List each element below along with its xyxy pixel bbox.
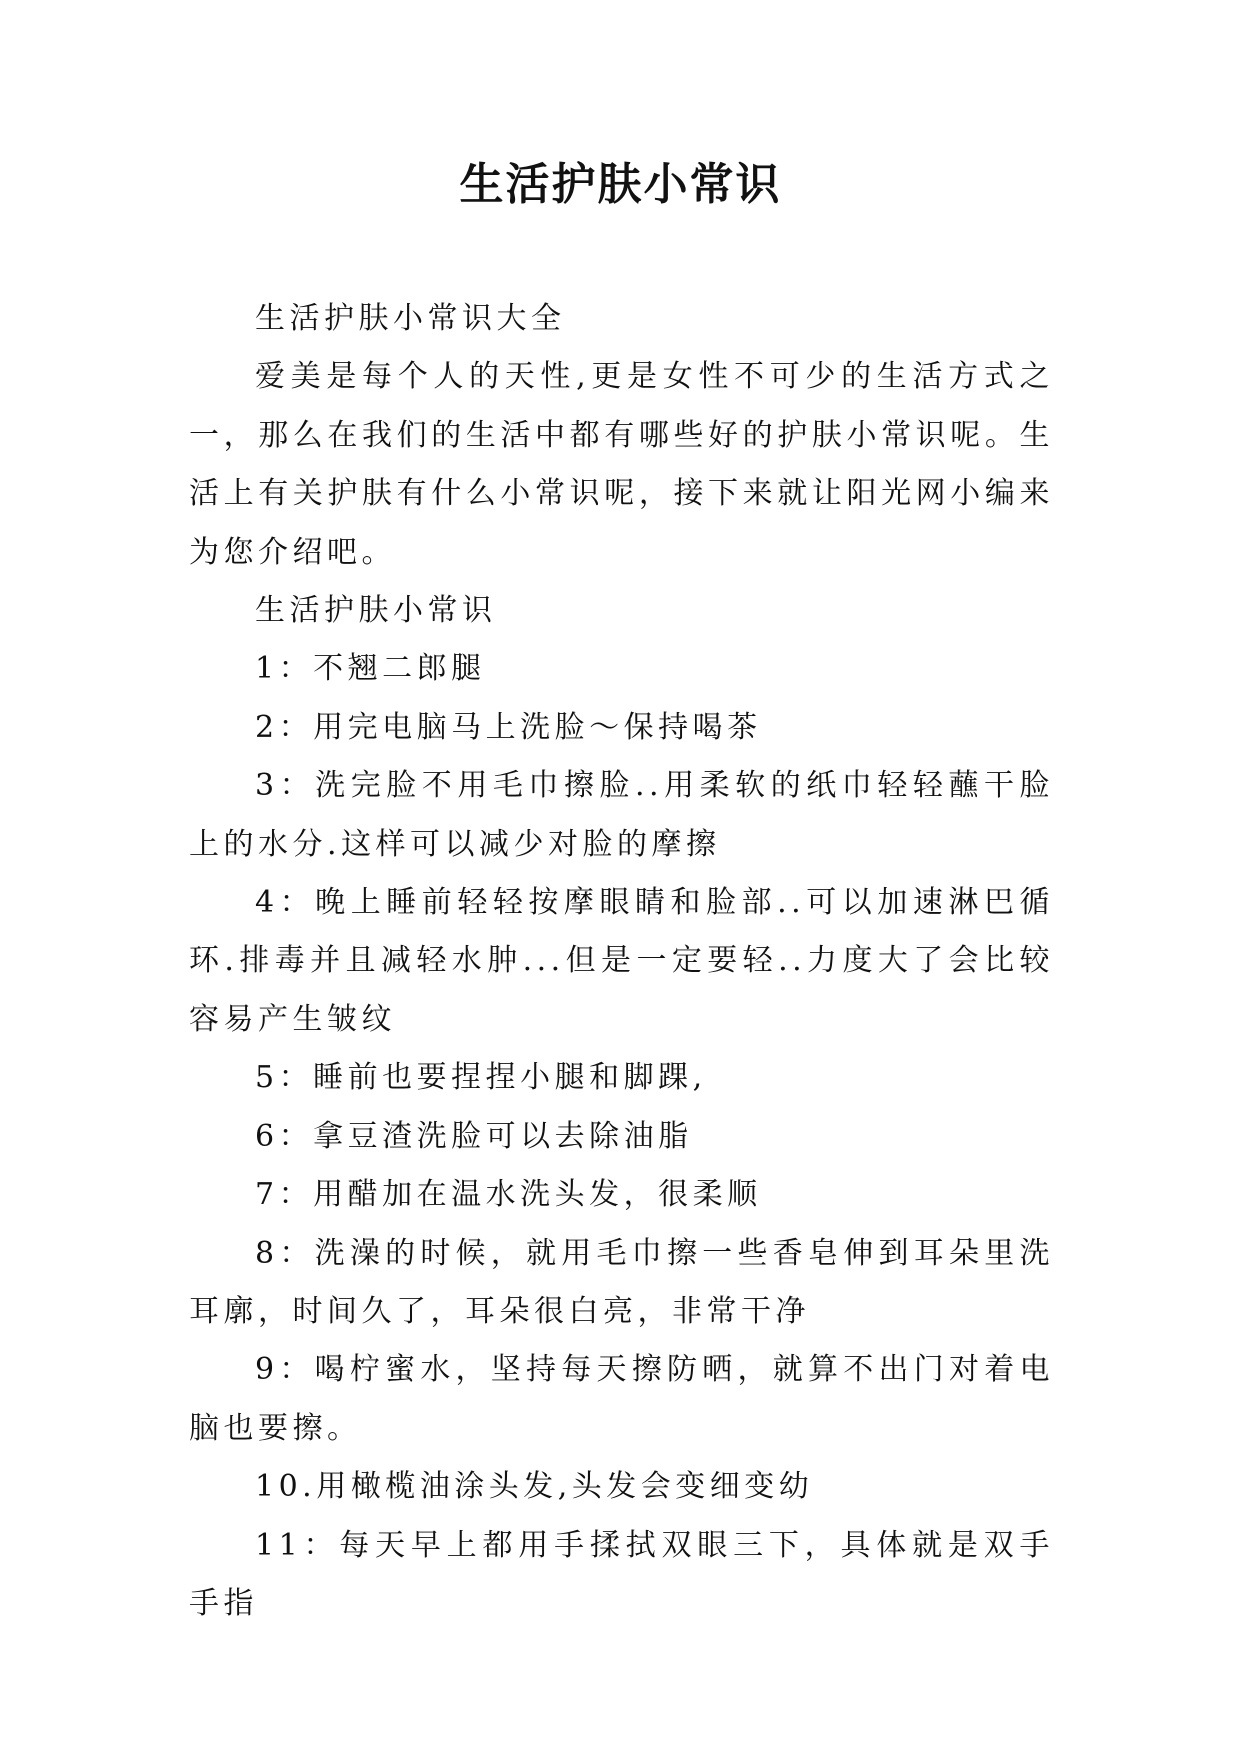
paragraph: 6：拿豆渣洗脸可以去除油脂 [255, 1118, 693, 1154]
paragraph: 10.用橄榄油涂头发,头发会变细变幼 [255, 1469, 814, 1505]
document-title: 生活护肤小常识 [459, 159, 782, 210]
paragraph: 4：晚上睡前轻轻按摩眼睛和脸部..可以加速淋巴循环.排毒并且减轻水肿...但是一定要轻..力度大了会比较容易产生皱纹 [189, 885, 1054, 1037]
document-body [189, 290, 1054, 1633]
paragraph: 8：洗澡的时候，就用毛巾擦一些香皂伸到耳朵里洗耳廓，时间久了，耳朵很白亮，非常干净 [189, 1235, 1054, 1329]
paragraph: 生活护肤小常识大全 [255, 301, 566, 336]
paragraph: 生活护肤小常识 [255, 593, 497, 629]
paragraph: 爱美是每个人的天性,更是女性不可少的生活方式之一，那么在我们的生活中都有哪些好的护肤小常识呢。生活上有关护肤有什么小常识呢，接下来就让阳光网小编来为您介绍吧。 [189, 359, 1054, 570]
paragraph: 5：睡前也要捏捏小腿和脚踝, [255, 1060, 707, 1096]
paragraph: 1：不翘二郎腿 [255, 651, 486, 687]
paragraph: 3：洗完脸不用毛巾擦脸..用柔软的纸巾轻轻蘸干脸上的水分.这样可以减少对脸的摩擦 [189, 768, 1054, 862]
paragraph: 9：喝柠蜜水，坚持每天擦防晒，就算不出门对着电脑也要擦。 [189, 1352, 1054, 1446]
paragraph: 7：用醋加在温水洗头发，很柔顺 [255, 1177, 762, 1213]
paragraph: 11：每天早上都用手揉拭双眼三下，具体就是双手手指 [189, 1527, 1054, 1621]
paragraph: 2：用完电脑马上洗脸～保持喝茶 [255, 709, 762, 745]
